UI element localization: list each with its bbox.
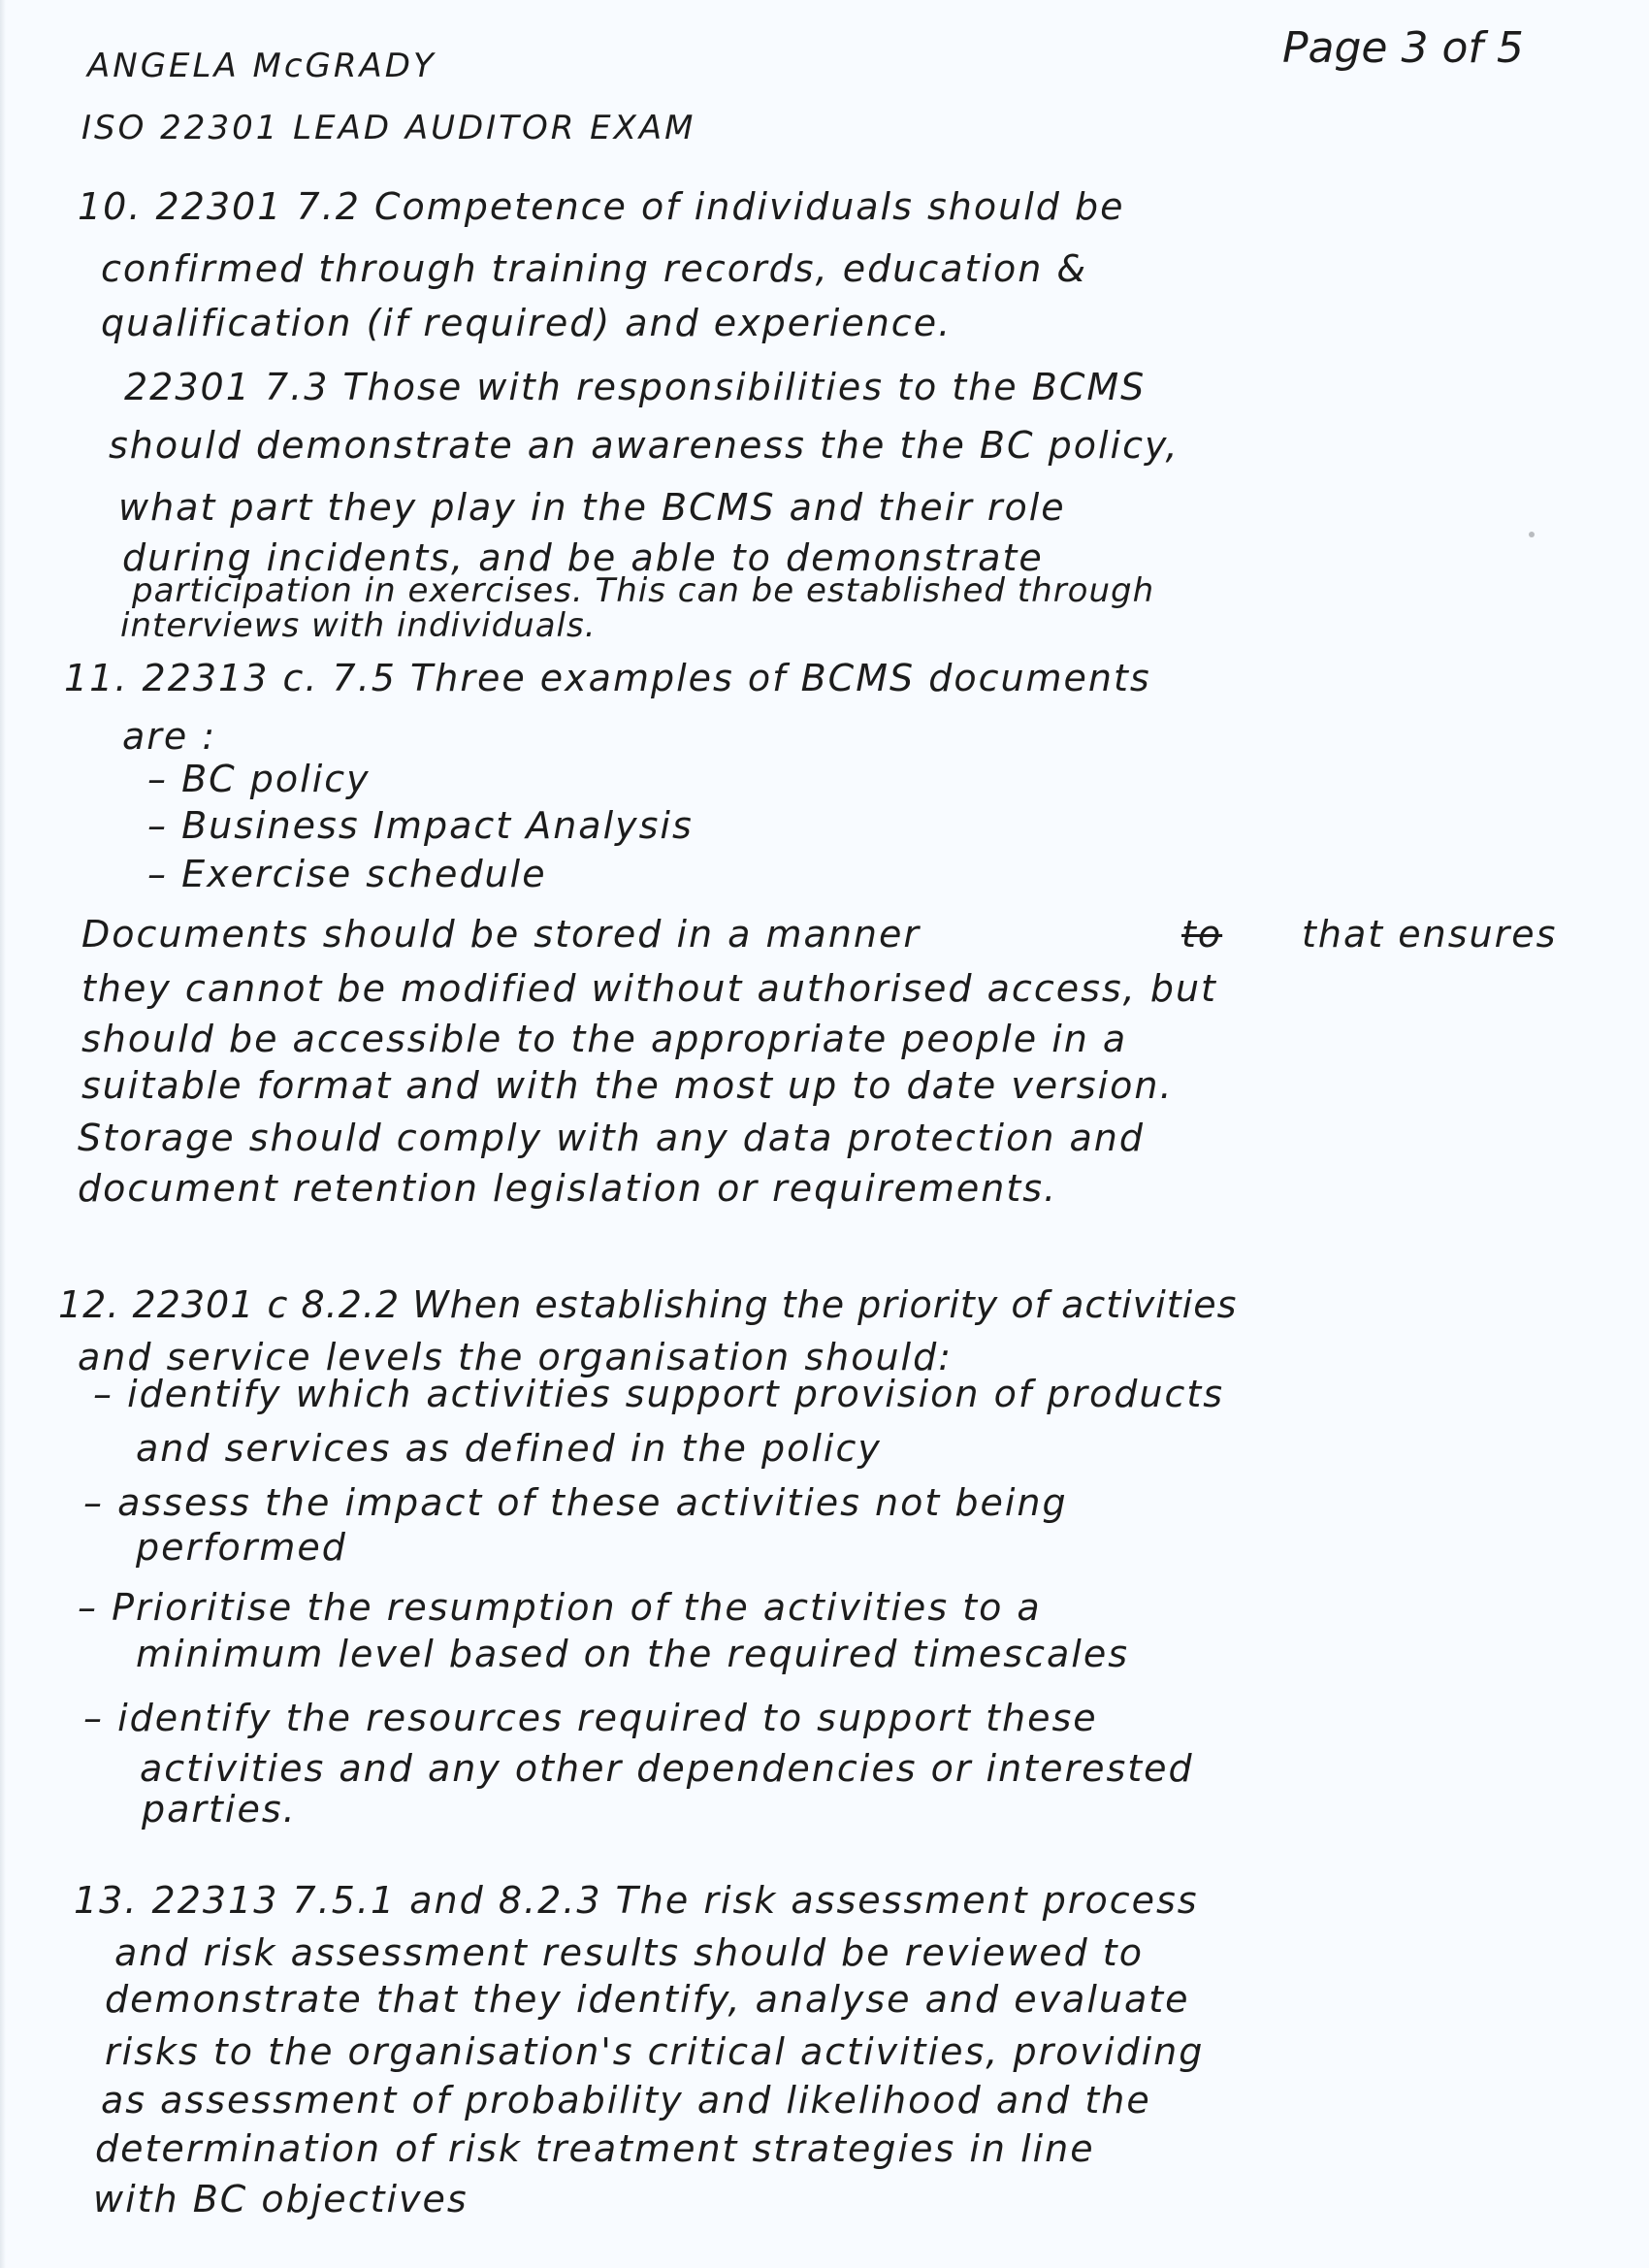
answer-line: performed [136,1526,347,1569]
answer-line: with BC objectives [93,2178,469,2220]
answer-line: parties. [142,1788,297,1831]
answer-line: and service levels the organisation should: [78,1336,954,1378]
answer-line: activities and any other dependencies or interested [140,1747,1194,1790]
bullet-item: – Prioritise the resumption of the activities to a [78,1586,1042,1629]
answer-line: 10. 22301 7.2 Competence of individuals should be [78,185,1125,228]
answer-line: 11. 22313 c. 7.5 Three examples of BCMS documents [64,657,1151,699]
answer-line: should demonstrate an awareness the the BC policy, [109,424,1180,467]
answer-line: suitable format and with the most up to date version. [81,1064,1174,1107]
answer-line: and services as defined in the policy [136,1427,882,1470]
answer-line: and risk assessment results should be reviewed to [114,1931,1144,1974]
answer-line: are : [122,715,217,758]
scan-edge-shadow [0,0,6,2268]
bullet-item: – Exercise schedule [147,853,547,895]
bullet-item: – assess the impact of these activities not being [83,1481,1068,1524]
bullet-item: – identify the resources required to support these [83,1697,1098,1739]
answer-line: qualification (if required) and experience. [101,302,953,344]
answer-line: confirmed through training records, education & [101,247,1088,290]
answer-line: demonstrate that they identify, analyse and evaluate [105,1978,1190,2021]
answer-line: what part they play in the BCMS and their role [118,486,1066,529]
answer-line: interviews with individuals. [120,606,597,645]
page-number: Page 3 of 5 [1282,23,1524,73]
answer-line: participation in exercises. This can be established through [132,571,1155,610]
answer-line: 13. 22313 7.5.1 and 8.2.3 The risk assessment process [74,1879,1199,1922]
answer-line: risks to the organisation's critical activities, providing [105,2030,1205,2073]
answer-line: during incidents, and be able to demonstrate [122,536,1044,579]
ink-speck [1529,532,1535,537]
answer-line: as assessment of probability and likelihood and the [101,2079,1151,2122]
answer-line: that ensures [1302,913,1558,956]
answer-line: Storage should comply with any data protection and [78,1117,1145,1159]
answer-line: minimum level based on the required timescales [136,1633,1130,1675]
author-name: ANGELA McGRADY [87,47,436,85]
answer-line: 12. 22301 c 8.2.2 When establishing the priority of activities [58,1283,1238,1326]
answer-line: Documents should be stored in a manner [81,913,922,956]
struck-word: to [1181,913,1223,956]
bullet-item: – identify which activities support provision of products [93,1373,1225,1415]
answer-line: document retention legislation or requirements. [78,1167,1058,1210]
exam-title: ISO 22301 LEAD AUDITOR EXAM [81,109,696,147]
answer-line: should be accessible to the appropriate people in a [81,1018,1128,1060]
bullet-item: – Business Impact Analysis [147,804,694,847]
answer-line: 22301 7.3 Those with responsibilities to the BCMS [124,366,1147,408]
bullet-item: – BC policy [147,758,371,800]
answer-line: they cannot be modified without authorised access, but [81,967,1217,1010]
answer-line: determination of risk treatment strategies in line [95,2127,1095,2170]
